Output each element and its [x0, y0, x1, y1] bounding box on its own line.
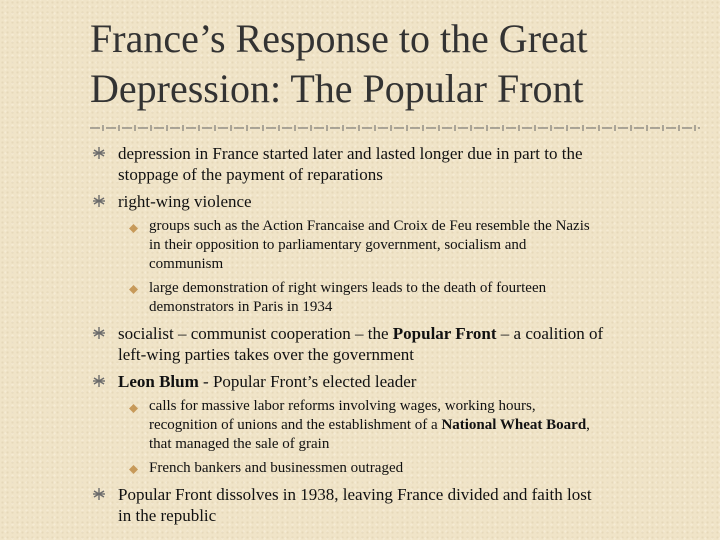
title-line-2: Depression: The Popular Front — [90, 66, 584, 111]
bullet-right-wing-violence: right-wing violence — [118, 192, 252, 211]
wheat-board-bold: National Wheat Board — [441, 417, 587, 433]
asterisk-cross-icon — [93, 195, 105, 207]
subbullet-labor-reforms: calls for massive labor reforms involving wages, working hours, recognition of unions and the establishment of a National Wheat Board, that managed the sale of grain — [149, 398, 590, 452]
asterisk-cross-icon — [93, 375, 105, 387]
diamond-icon — [129, 224, 138, 233]
title-line-1: France’s Response to the Great — [90, 16, 588, 61]
subbullet-groups: groups such as the Action Francaise and Croix de Feu resemble the Nazis in their opposition to parliamentary government, socialism and communism — [149, 218, 590, 272]
diamond-icon — [129, 404, 138, 413]
leon-blum-bold: Leon Blum — [118, 372, 199, 391]
bullet-leon-blum: Leon Blum - Popular Front’s elected leader — [118, 372, 417, 391]
diamond-icon — [129, 285, 138, 294]
bullet-popular-front: socialist – communist cooperation – the Popular Front – a coalition of left-wing parties takes over the government — [118, 324, 604, 364]
popular-front-bold: Popular Front — [392, 324, 497, 343]
asterisk-cross-icon — [93, 327, 105, 339]
bullet-depression: depression in France started later and lasted longer due in part to the stoppage of the payment of reparations — [118, 144, 583, 184]
subbullet-demonstration: large demonstration of right wingers leads to the death of fourteen demonstrators in Paris in 1934 — [149, 280, 547, 315]
diamond-icon — [129, 465, 138, 474]
slide-title — [90, 14, 700, 114]
asterisk-cross-icon — [93, 488, 105, 500]
asterisk-cross-icon — [93, 147, 105, 159]
title-divider — [90, 122, 700, 134]
subbullet-bankers: French bankers and businessmen outraged — [149, 460, 404, 476]
bullet-dissolves: Popular Front dissolves in 1938, leaving France divided and faith lost in the republic — [118, 485, 592, 525]
